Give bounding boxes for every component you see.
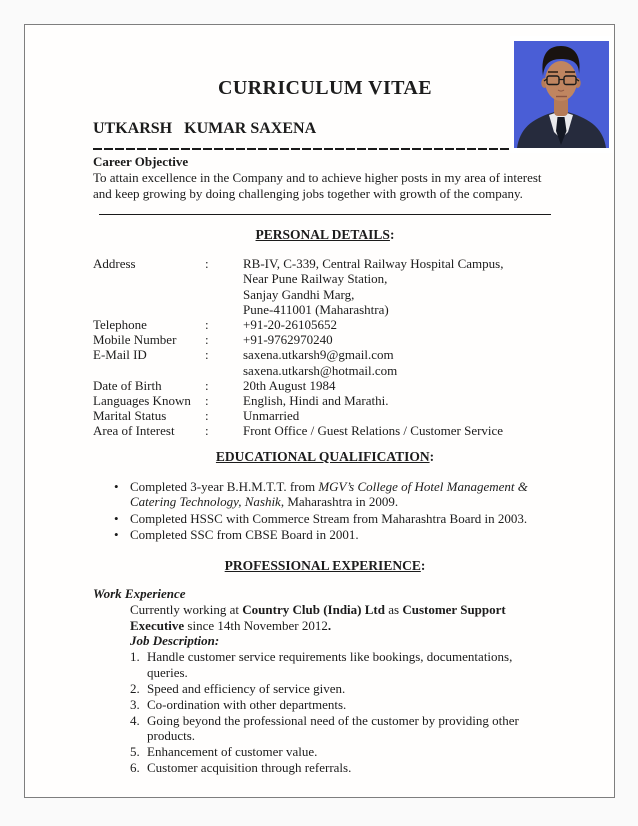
education-text: Completed SSC from CBSE Board in 2001. (130, 527, 359, 543)
education-text: Completed 3-year B.H.M.T.T. from (130, 478, 319, 494)
personal-details-table (93, 256, 557, 438)
detail-label (93, 287, 205, 302)
job-description-item (130, 697, 522, 713)
cv-content (93, 77, 557, 776)
detail-row-email (93, 347, 557, 362)
section-title: PROFESSIONAL EXPERIENCE (224, 558, 421, 573)
detail-label: E-Mail ID (93, 347, 147, 363)
detail-row-marital-status (93, 408, 557, 423)
detail-colon (205, 271, 243, 286)
detail-colon (205, 363, 243, 378)
current-text: since 14th November 2012 (184, 617, 328, 633)
section-heading-educational-qualification (93, 449, 557, 465)
item-number: 3. (130, 696, 140, 712)
detail-label: Marital Status (93, 408, 167, 424)
detail-colon: : (205, 408, 209, 424)
item-text: Going beyond the professional need of the customer by providing other products. (147, 712, 519, 744)
job-description-item (130, 681, 522, 697)
detail-label: Area of Interest (93, 423, 175, 439)
detail-label (93, 271, 205, 286)
detail-label: Date of Birth (93, 377, 162, 393)
detail-colon (205, 287, 243, 302)
section-colon: : (389, 227, 395, 243)
underscore-divider (93, 148, 509, 150)
profile-photo-image (510, 36, 613, 153)
education-item (113, 527, 538, 543)
item-text: Customer acquisition through referrals. (147, 759, 352, 775)
detail-row-languages (93, 393, 557, 408)
detail-colon: : (205, 317, 209, 332)
item-number: 2. (130, 681, 140, 696)
job-description-item (130, 744, 522, 760)
job-description-heading: Job Description: (130, 633, 220, 649)
education-list (113, 479, 538, 543)
item-text: Handle customer service requirements like bookings, documentations, queries. (147, 649, 513, 681)
education-item (113, 479, 538, 510)
page-title: CURRICULUM VITAE (217, 77, 432, 99)
job-description-item (130, 649, 522, 681)
item-number: 6. (130, 759, 140, 775)
section-title: EDUCATIONAL QUALIFICATION (215, 448, 430, 464)
detail-label (93, 302, 205, 317)
detail-row-area-of-interest (93, 423, 557, 438)
detail-value: Near Pune Railway Station, (243, 271, 388, 287)
detail-colon: : (205, 423, 209, 439)
job-title: Customer Support Executive (130, 602, 506, 633)
detail-label (93, 363, 205, 378)
section-title: PERSONAL DETAILS (255, 227, 390, 243)
current-position-text (130, 602, 522, 633)
education-text: Completed HSSC with Commerce Stream from Maharashtra Board in 2003. (130, 510, 528, 526)
current-text: Currently working at (130, 602, 243, 617)
detail-value: Front Office / Guest Relations / Customer Service (243, 423, 504, 439)
item-text: Co-ordination with other departments. (147, 696, 347, 712)
item-number: 1. (130, 649, 140, 665)
solid-divider (99, 214, 551, 215)
job-description-item (130, 713, 522, 745)
detail-row-dob (93, 378, 557, 393)
job-description-list (130, 649, 522, 775)
detail-label: Address (93, 256, 136, 272)
section-heading-professional-experience (93, 558, 557, 574)
education-text-italic: MGV’s College of Hotel Management & Catering Technology, Nashik (130, 478, 528, 510)
career-objective-heading: Career Objective (93, 154, 189, 169)
detail-colon: : (205, 347, 209, 363)
detail-label: Mobile Number (93, 332, 177, 348)
company-name: Country Club (India) Ltd (242, 602, 385, 617)
detail-value: +91-20-26105652 (243, 317, 337, 332)
detail-row-address-2 (93, 271, 557, 286)
detail-value: 20th August 1984 (243, 377, 336, 393)
detail-value: saxena.utkarsh@hotmail.com (243, 362, 398, 378)
career-objective-text: To attain excellence in the Company and to achieve higher posts in my area of interest and keep growing by doing challenging jobs together with growth of the company. (93, 170, 542, 201)
detail-label: Languages Known (93, 393, 191, 409)
detail-colon: : (205, 332, 209, 348)
section-colon: : (429, 448, 435, 464)
detail-value: Sanjay Gandhi Marg, (243, 286, 355, 302)
detail-value: English, Hindi and Marathi. (243, 393, 389, 409)
section-heading-personal-details (93, 227, 557, 243)
detail-label: Telephone (93, 317, 147, 332)
detail-value: +91-9762970240 (243, 332, 333, 348)
detail-row-telephone (93, 317, 557, 332)
detail-value: Unmarried (243, 408, 300, 424)
current-text: as (384, 602, 403, 617)
education-item (113, 511, 538, 527)
detail-colon: : (205, 377, 209, 393)
detail-row-mobile (93, 332, 557, 347)
cv-page (24, 24, 615, 798)
item-number: 4. (130, 712, 140, 728)
detail-colon: : (205, 256, 209, 272)
current-text: . (327, 617, 332, 633)
job-description-item (130, 760, 522, 776)
item-text: Enhancement of customer value. (147, 744, 318, 760)
item-text: Speed and efficiency of service given. (147, 681, 346, 696)
section-colon: : (420, 558, 426, 573)
education-text: , Maharashtra in 2009. (280, 494, 399, 510)
candidate-name: UTKARSH KUMAR SAXENA (93, 120, 317, 137)
detail-row-address (93, 256, 557, 271)
detail-value: Pune-411001 (Maharashtra) (243, 301, 389, 317)
profile-photo (510, 36, 613, 153)
item-number: 5. (130, 744, 140, 760)
detail-colon: : (205, 393, 209, 409)
detail-row-address-4 (93, 302, 557, 317)
detail-row-email-2 (93, 363, 557, 378)
detail-colon (205, 302, 243, 317)
detail-value: RB-IV, C-339, Central Railway Hospital Campus, (243, 256, 504, 272)
detail-row-address-3 (93, 287, 557, 302)
detail-value: saxena.utkarsh9@gmail.com (243, 347, 394, 363)
work-experience-heading: Work Experience (93, 586, 186, 601)
